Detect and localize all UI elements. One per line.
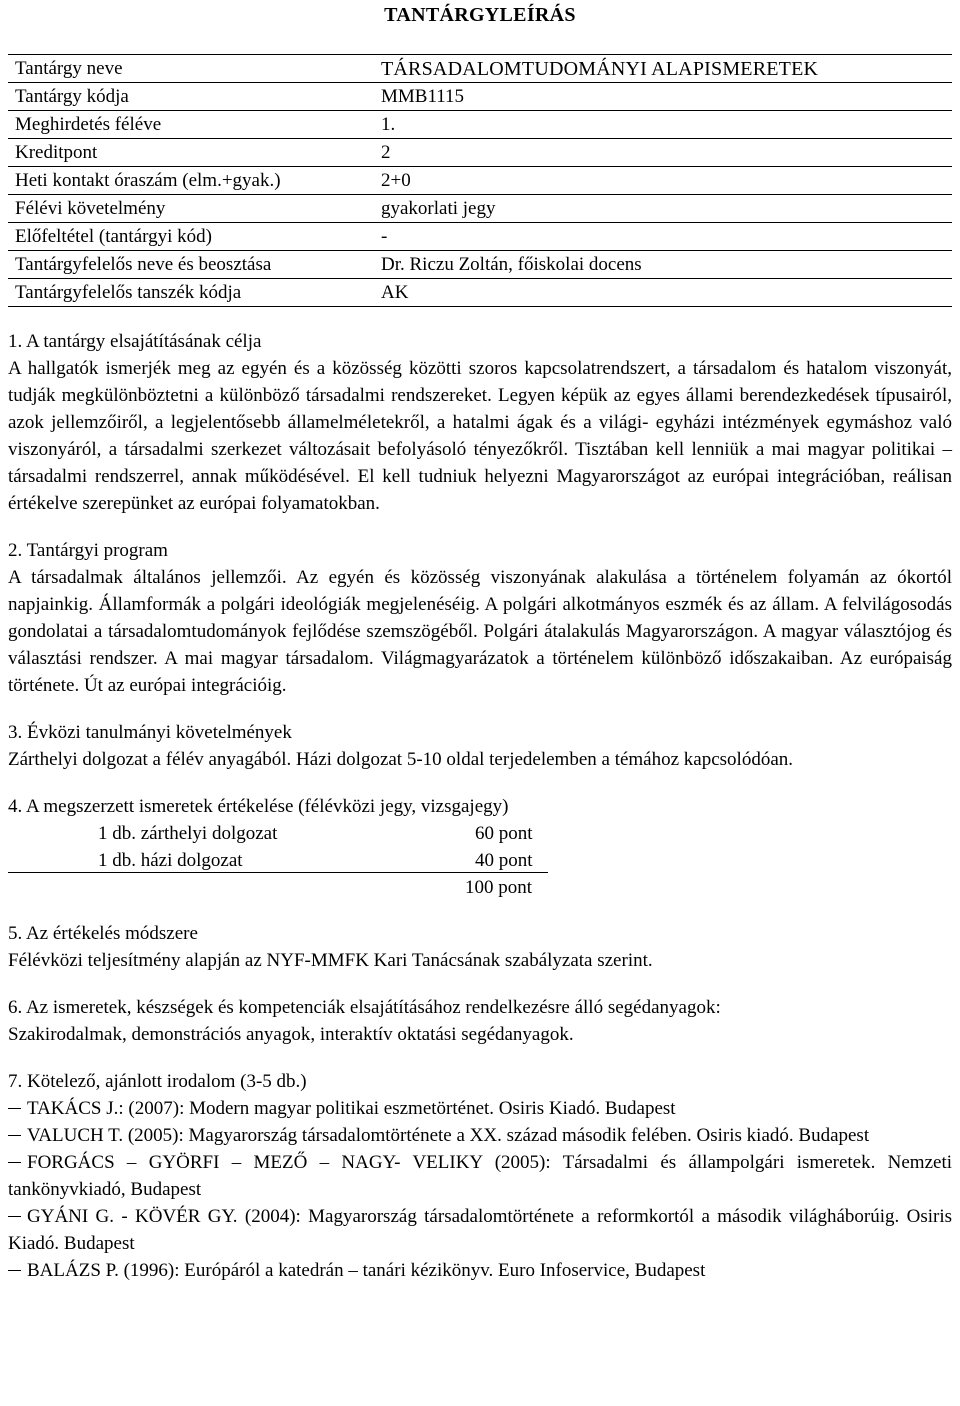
- section-goal: [8, 328, 952, 517]
- literature-item: [8, 1149, 952, 1203]
- document-page: [8, 0, 952, 1284]
- literature-text: FORGÁCS – GYÖRFI – MEZŐ – NAGY- VELIKY (2005): Társadalmi és állampolgári ismeretek. Nemzeti tankönyvkiadó, Budapest: [8, 1152, 952, 1200]
- section-assessment: [8, 793, 952, 901]
- dash-bullet-icon: [8, 1108, 21, 1109]
- literature-item: [8, 1095, 952, 1122]
- info-value: Dr. Riczu Zoltán, főiskolai docens: [381, 253, 642, 275]
- grading-total-row: [8, 874, 548, 901]
- section-text: Félévközi teljesítmény alapján az NYF-MMFK Kari Tanácsának szabályzata szerint.: [8, 950, 653, 971]
- info-value: TÁRSADALOMTUDOMÁNYI ALAPISMERETEK: [381, 57, 819, 80]
- section-title: 5. Az értékelés módszere: [8, 923, 198, 944]
- section-literature: [8, 1068, 952, 1284]
- grading-row: [8, 847, 548, 874]
- section-text: Szakirodalmak, demonstrációs anyagok, interaktív oktatási segédanyagok.: [8, 1024, 574, 1045]
- literature-item: [8, 1203, 952, 1257]
- section-text: Zárthelyi dolgozat a félév anyagából. Házi dolgozat 5-10 oldal terjedelemben a témához kapcsolódóan.: [8, 749, 794, 770]
- info-row-responsible: [8, 251, 952, 279]
- info-label: Tantárgy kódja: [15, 85, 129, 107]
- literature-text: TAKÁCS J.: (2007): Modern magyar politikai eszmetörténet. Osiris Kiadó. Budapest: [27, 1098, 676, 1119]
- section-title: 4. A megszerzett ismeretek értékelése (félévközi jegy, vizsgajegy): [8, 796, 509, 817]
- section-title: 1. A tantárgy elsajátításának célja: [8, 331, 262, 352]
- grading-item: 1 db. házi dolgozat: [98, 850, 243, 871]
- literature-text: VALUCH T. (2005): Magyarország társadalomtörténete a XX. század második felében. Osiris kiadó. Budapest: [27, 1125, 870, 1146]
- section-title: 2. Tantárgyi program: [8, 540, 168, 561]
- section-materials: [8, 994, 952, 1048]
- section-program: [8, 537, 952, 699]
- grading-points: 60 pont: [475, 823, 533, 844]
- grading-row: [8, 820, 548, 847]
- section-text: A hallgatók ismerjék meg az egyén és a közösség közötti szoros kapcsolatrendszert, a társadalom és hatalom viszonyát, tudják megkülönböztetni a különböző társadalmi rendszereket. Legyen képük az egyes állami berendezkedések típusairól, azok jellemzőiről, a legjelentősebb államelméletekről, a hatalmi ágak és a világi- egyházi intézmények egymáshoz való viszonyáról, a társadalmi szerkezet változásait befolyásoló tényezőkről. Tisztában kell lenniük a mai magyar politikai – társadalmi rendszerrel, annak működésével. El kell tudniuk helyezni Magyarországot az európai integrációban, reálisan értékelve szerepünket az európai folyamatokban.: [8, 358, 952, 514]
- dash-bullet-icon: [8, 1270, 21, 1271]
- dash-bullet-icon: [8, 1162, 21, 1163]
- dash-bullet-icon: [8, 1135, 21, 1136]
- info-row-department: [8, 279, 952, 307]
- course-info-table: [8, 54, 952, 307]
- info-row-hours: [8, 167, 952, 195]
- info-label: Tantárgy neve: [15, 57, 123, 79]
- literature-text: GYÁNI G. - KÖVÉR GY. (2004): Magyarország társadalomtörténete a reformkortól a második világháborúig. Osiris Kiadó. Budapest: [8, 1206, 952, 1254]
- dash-bullet-icon: [8, 1216, 21, 1217]
- info-row-code: [8, 83, 952, 111]
- literature-item: [8, 1122, 952, 1149]
- grading-table: [8, 820, 952, 901]
- section-text: A társadalmak általános jellemzői. Az egyén és közösség viszonyának alakulása a történelem folyamán az ókortól napjainkig. Államformák a polgári ideológiák megjelenéséig. A polgári alkotmányos eszmék és az állam. A felvilágosodás gondolatai a társadalomtudományok fejlődése szemszögéből. Polgári átalakulás Magyarországon. A magyar választójog és választási rendszer. A mai magyar társadalom. Világmagyarázatok a történelem különböző időszakaiban. Az európaiság története. Út az európai integrációig.: [8, 567, 952, 696]
- info-value: MMB1115: [381, 85, 465, 107]
- info-row-requirement: [8, 195, 952, 223]
- info-value: 2: [381, 141, 391, 163]
- literature-item: [8, 1257, 952, 1284]
- info-row-semester: [8, 111, 952, 139]
- info-value: 1.: [381, 113, 396, 135]
- section-method: [8, 920, 952, 974]
- section-title: 6. Az ismeretek, készségek és kompetenciák elsajátításához rendelkezésre álló segédanyagok:: [8, 997, 721, 1018]
- section-requirements: [8, 719, 952, 773]
- literature-text: BALÁZS P. (1996): Európáról a katedrán – tanári kézikönyv. Euro Infoservice, Budapest: [27, 1260, 706, 1281]
- section-title: 3. Évközi tanulmányi követelmények: [8, 722, 292, 743]
- info-label: Félévi követelmény: [15, 197, 166, 219]
- info-label: Tantárgyfelelős neve és beosztása: [15, 253, 272, 275]
- literature-list: [8, 1095, 952, 1284]
- info-label: Előfeltétel (tantárgyi kód): [15, 225, 212, 247]
- section-title: 7. Kötelező, ajánlott irodalom (3-5 db.): [8, 1071, 307, 1092]
- info-row-prerequisite: [8, 223, 952, 251]
- info-label: Heti kontakt óraszám (elm.+gyak.): [15, 169, 281, 191]
- info-row-name: [8, 55, 952, 83]
- grading-sum-line: [8, 872, 548, 873]
- info-row-credits: [8, 139, 952, 167]
- info-value: AK: [381, 281, 409, 303]
- info-label: Meghirdetés féléve: [15, 113, 162, 135]
- grading-total: 100 pont: [465, 877, 533, 898]
- info-value: 2+0: [381, 169, 411, 191]
- grading-item: 1 db. zárthelyi dolgozat: [98, 823, 278, 844]
- info-label: Kreditpont: [15, 141, 98, 163]
- document-title: TANTÁRGYLEÍRÁS: [384, 4, 576, 26]
- info-value: -: [381, 225, 388, 247]
- info-value: gyakorlati jegy: [381, 197, 496, 219]
- grading-points: 40 pont: [475, 850, 533, 871]
- info-label: Tantárgyfelelős tanszék kódja: [15, 281, 242, 303]
